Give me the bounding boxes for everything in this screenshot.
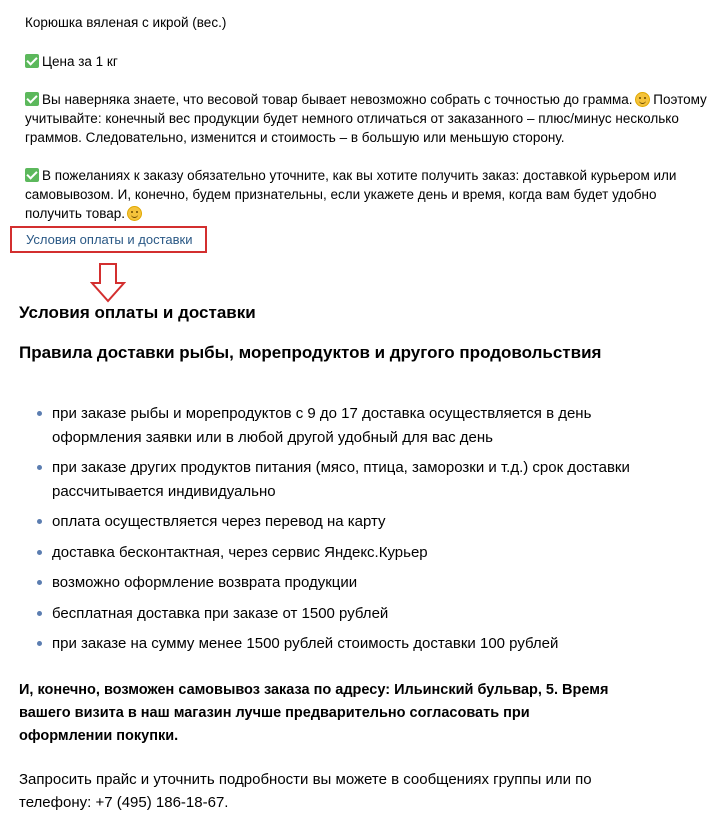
- list-item: при заказе на сумму менее 1500 рублей стоимость доставки 100 рублей: [37, 632, 677, 656]
- price-note: [25, 52, 710, 71]
- list-item: возможно оформление возврата продукции: [37, 571, 677, 595]
- order-note-text: В пожеланиях к заказу обязательно уточните, как вы хотите получить заказ: доставкой курьером или самовывозом. И, конечно, будем признательны, если укажете день и время, когда вам будет удобно получить товар.: [25, 168, 677, 221]
- delivery-terms-link[interactable]: Условия оплаты и доставки: [26, 232, 193, 247]
- pickup-note: И, конечно, возможен самовывоз заказа по адресу: Ильинский бульвар, 5. Время вашего визита в наш магазин лучше предварительно согласовать при оформлении покупки.: [19, 682, 609, 744]
- weight-note-text: Вы наверняка знаете, что весовой товар бывает невозможно собрать с точностью до грамма.: [42, 92, 633, 107]
- product-title: Корюшка вяленая с икрой (вес.): [25, 15, 227, 30]
- list-item: при заказе рыбы и морепродуктов с 9 до 17 доставка осуществляется в день оформления заявки или в любой другой удобный для вас день: [37, 402, 677, 449]
- check-icon: [25, 54, 39, 68]
- contact-note: Запросить прайс и уточнить подробности вы можете в сообщениях группы или по телефону: +7 (495) 186-18-67.: [19, 771, 592, 811]
- section-subtitle: Правила доставки рыбы, морепродуктов и другого продовольствия: [19, 343, 602, 362]
- smile-icon: [635, 92, 650, 107]
- order-note: [25, 166, 710, 223]
- weight-note-text-cont: Поэтому учитывайте: конечный вес продукции будет немного отличаться от заказанного – плюс/минус несколько граммов. Следовательно, изменится и стоимость – в большую или меньшую сторону.: [25, 92, 707, 145]
- down-arrow-icon: [90, 263, 126, 303]
- smile-icon: [127, 206, 142, 221]
- list-item: бесплатная доставка при заказе от 1500 рублей: [37, 602, 677, 626]
- list-item: доставка бесконтактная, через сервис Яндекс.Курьер: [37, 541, 677, 565]
- list-item: при заказе других продуктов питания (мясо, птица, заморозки и т.д.) срок доставки рассчитывается индивидуально: [37, 456, 677, 503]
- section-title: Условия оплаты и доставки: [19, 303, 256, 322]
- price-note-text: Цена за 1 кг: [42, 54, 118, 69]
- list-item: оплата осуществляется через перевод на карту: [37, 510, 677, 534]
- delivery-rules-list: [37, 402, 677, 663]
- weight-note: [25, 90, 710, 147]
- check-icon: [25, 168, 39, 182]
- check-icon: [25, 92, 39, 106]
